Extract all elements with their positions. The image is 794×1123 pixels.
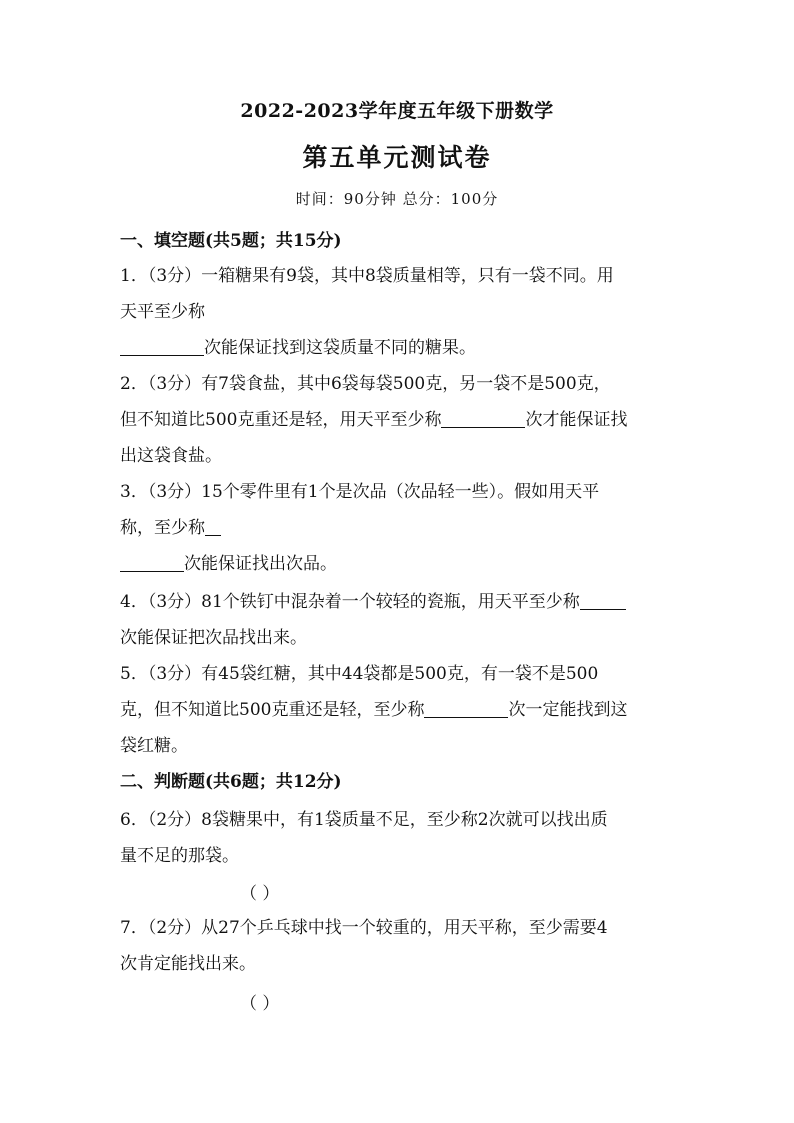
question-3-line-3 (120, 553, 337, 575)
answer-blank-5[interactable] (424, 700, 508, 718)
section-fill-in: 一、填空题(共5题；共15分) (120, 231, 342, 251)
question-2-line-2a: 但不知道比500克重还是轻，用天平至少称 (120, 410, 442, 430)
question-5-line-3: 袋红糖。 (120, 736, 188, 756)
question-3-line-2 (120, 517, 221, 539)
question-2-line-3: 出这袋食盐。 (120, 446, 222, 466)
question-1-line-3-text: 次能保证找到这袋质量不同的糖果。 (204, 338, 476, 358)
answer-blank-1[interactable] (120, 338, 204, 356)
question-7-line-2: 次肯定能找出来。 (120, 954, 256, 974)
question-7-line-1: 7．（2分）从27个乒乓球中找一个较重的，用天平称，至少需要4 (120, 918, 608, 938)
question-4-line-1-text: 4．（3分）81个铁钉中混杂着一个较轻的瓷瓶，用天平至少称 (120, 592, 580, 612)
question-3-line-1: 3．（3分）15个零件里有1个是次品（次品轻一些）。假如用天平 (120, 482, 600, 502)
answer-blank-3a[interactable] (205, 518, 221, 536)
question-2-line-1: 2．（3分）有7袋食盐，其中6袋每袋500克，另一袋不是500克， (120, 374, 611, 394)
answer-paren-6[interactable]: （ ） (240, 884, 280, 904)
question-3-line-3-text: 次能保证找出次品。 (184, 554, 337, 574)
question-5-line-1: 5．（3分）有45袋红糖，其中44袋都是500克，有一袋不是500 (120, 664, 599, 684)
exam-title: 2022-2023学年度五年级下册数学 (240, 100, 554, 122)
question-5-line-2 (120, 699, 627, 721)
question-1-line-1: 1．（3分）一箱糖果有9袋，其中8袋质量相等，只有一袋不同。用 (120, 266, 614, 286)
section-true-false: 二、判断题(共6题；共12分) (120, 772, 342, 792)
question-4-line-2: 次能保证把次品找出来。 (120, 628, 307, 648)
question-1-line-3 (120, 337, 476, 359)
answer-paren-7[interactable]: （ ） (240, 994, 280, 1014)
question-6-line-1: 6．（2分）8袋糖果中，有1袋质量不足，至少称2次就可以找出质 (120, 810, 608, 830)
question-2-line-2b: 次才能保证找 (525, 410, 628, 430)
answer-blank-3b[interactable] (120, 554, 184, 572)
exam-time-score: 时间：90分钟 总分：100分 (295, 190, 499, 208)
exam-subtitle-unit: 第五单元测试卷 (302, 143, 492, 172)
question-4-line-1 (120, 591, 626, 613)
answer-blank-4[interactable] (580, 592, 626, 610)
question-3-line-2-text: 称，至少称 (120, 518, 205, 538)
question-1-line-2: 天平至少称 (120, 302, 205, 322)
question-2-line-2 (120, 409, 627, 431)
question-5-line-2b: 次一定能找到这 (508, 700, 628, 720)
question-5-line-2a: 克，但不知道比500克重还是轻，至少称 (120, 700, 425, 720)
question-6-line-2: 量不足的那袋。 (120, 846, 239, 866)
answer-blank-2[interactable] (441, 410, 525, 428)
